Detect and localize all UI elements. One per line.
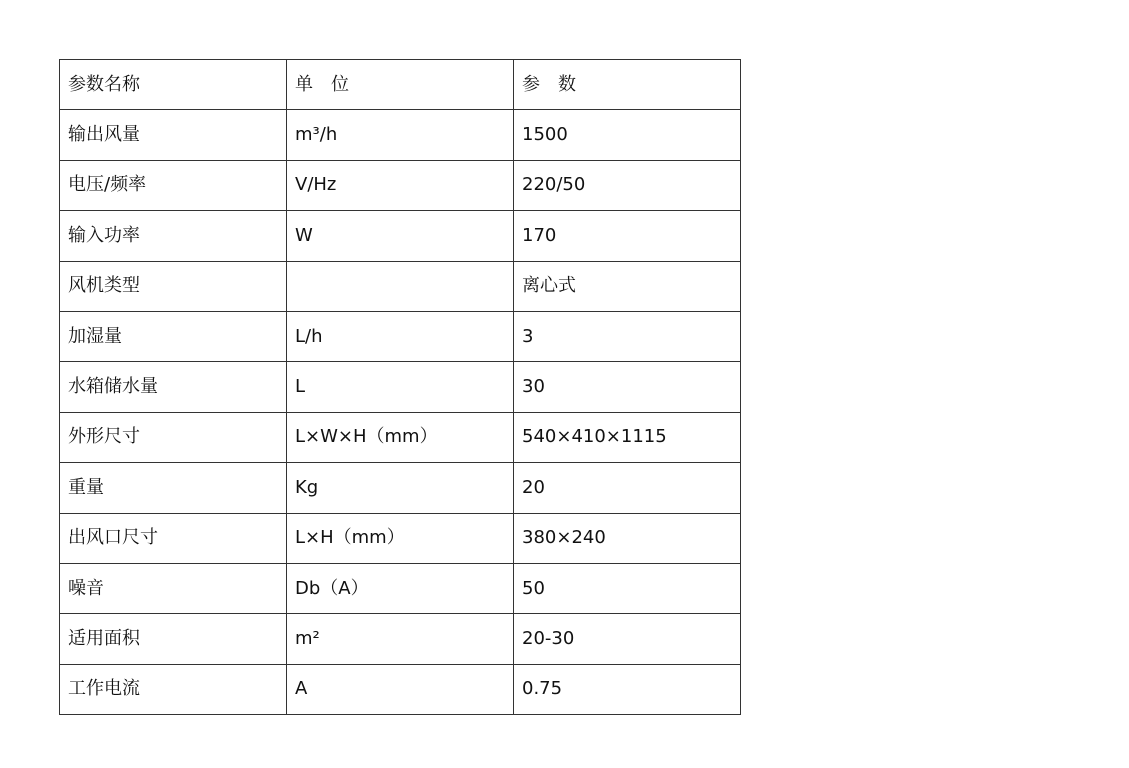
table-row — [60, 211, 741, 261]
param-name-cell: 加湿量 — [60, 311, 287, 361]
table-row — [60, 160, 741, 210]
value-cell: 220/50 — [514, 160, 741, 210]
table-row — [60, 412, 741, 462]
unit-cell: m³/h — [287, 110, 514, 160]
value-cell: 170 — [514, 211, 741, 261]
table-row — [60, 614, 741, 664]
table-header-row — [60, 60, 741, 110]
value-cell: 1500 — [514, 110, 741, 160]
value-cell: 0.75 — [514, 664, 741, 714]
table-row — [60, 513, 741, 563]
unit-cell — [287, 261, 514, 311]
param-name-cell: 工作电流 — [60, 664, 287, 714]
value-cell: 离心式 — [514, 261, 741, 311]
table-row — [60, 563, 741, 613]
param-name-cell: 风机类型 — [60, 261, 287, 311]
header-param-name: 参数名称 — [60, 60, 287, 110]
header-unit: 单 位 — [287, 60, 514, 110]
param-name-cell: 噪音 — [60, 563, 287, 613]
unit-cell: W — [287, 211, 514, 261]
unit-cell: L×H（mm） — [287, 513, 514, 563]
value-cell: 20-30 — [514, 614, 741, 664]
table-row — [60, 664, 741, 714]
table-row — [60, 110, 741, 160]
table-row — [60, 362, 741, 412]
unit-cell: Db（A） — [287, 563, 514, 613]
spec-table — [59, 59, 741, 715]
unit-cell: m² — [287, 614, 514, 664]
value-cell: 540×410×1115 — [514, 412, 741, 462]
unit-cell: L — [287, 362, 514, 412]
param-name-cell: 出风口尺寸 — [60, 513, 287, 563]
unit-cell: A — [287, 664, 514, 714]
param-name-cell: 重量 — [60, 463, 287, 513]
table-row — [60, 311, 741, 361]
header-value: 参 数 — [514, 60, 741, 110]
param-name-cell: 输入功率 — [60, 211, 287, 261]
param-name-cell: 水箱储水量 — [60, 362, 287, 412]
spec-table-body — [60, 60, 741, 715]
value-cell: 380×240 — [514, 513, 741, 563]
param-name-cell: 外形尺寸 — [60, 412, 287, 462]
unit-cell: L×W×H（mm） — [287, 412, 514, 462]
unit-cell: Kg — [287, 463, 514, 513]
value-cell: 20 — [514, 463, 741, 513]
unit-cell: V/Hz — [287, 160, 514, 210]
table-row — [60, 261, 741, 311]
param-name-cell: 电压/频率 — [60, 160, 287, 210]
value-cell: 3 — [514, 311, 741, 361]
value-cell: 30 — [514, 362, 741, 412]
param-name-cell: 适用面积 — [60, 614, 287, 664]
table-row — [60, 463, 741, 513]
value-cell: 50 — [514, 563, 741, 613]
param-name-cell: 输出风量 — [60, 110, 287, 160]
unit-cell: L/h — [287, 311, 514, 361]
